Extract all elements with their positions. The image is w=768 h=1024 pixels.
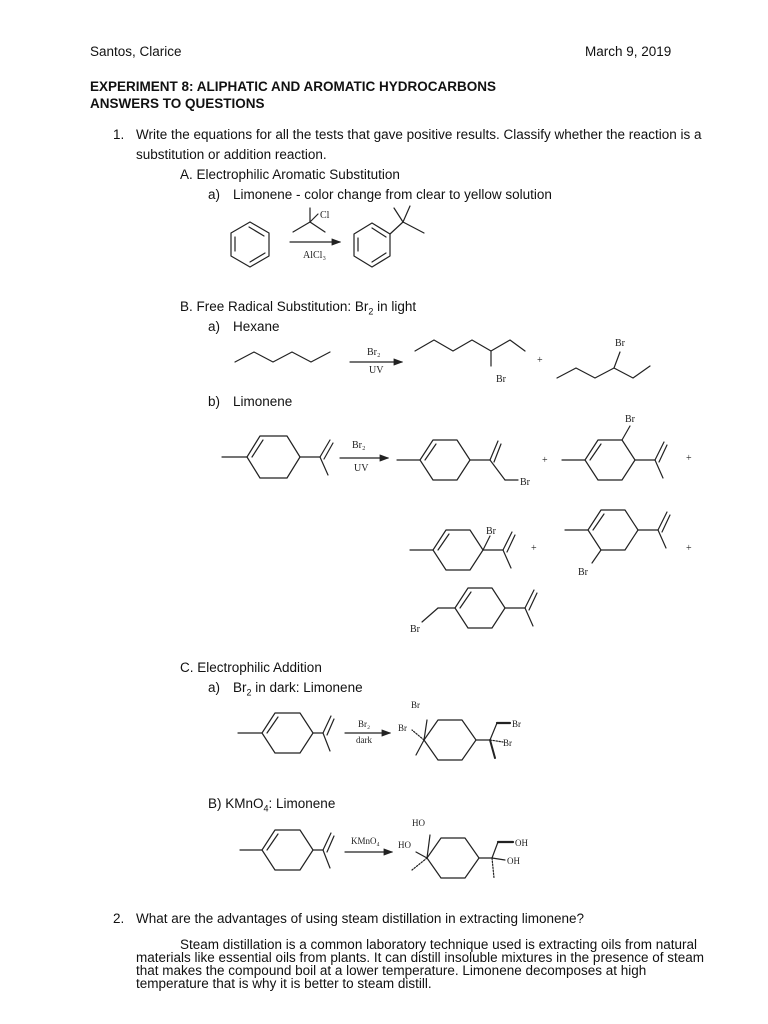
q1-text-line2: substitution or addition reaction. [136, 147, 327, 162]
svg-text:Br: Br [486, 526, 496, 537]
svg-text:Br: Br [512, 719, 521, 729]
reagent-alcl3-label: AlCl₃ [303, 250, 326, 261]
section-c-heading: C. Electrophilic Addition [180, 660, 322, 675]
q2-question: What are the advantages of using steam distillation in extracting limonene? [136, 911, 585, 926]
q1-text-line1: Write the equations for all the tests that gave positive results. Classify whether the reaction is a [136, 127, 702, 142]
document-subtitle: ANSWERS TO QUESTIONS [90, 96, 265, 111]
product-benzene-ring [354, 223, 390, 267]
svg-text:Br: Br [520, 477, 530, 488]
section-b-item-b-text: Limonene [233, 394, 293, 409]
reagent-uv-label: UV [369, 365, 384, 376]
svg-text:HO: HO [398, 840, 411, 850]
scheme-hexane [235, 338, 650, 385]
svg-text:dark: dark [356, 735, 372, 745]
q2-answer-line1: Steam distillation is a common laboratory technique used is extracting oils from natural [180, 937, 697, 952]
section-b-item-a-text: Hexane [233, 319, 280, 334]
reagent-cl-label: Cl [320, 210, 330, 221]
svg-text:+: + [686, 453, 692, 464]
scheme-br2-addition [238, 700, 521, 760]
q2-answer-line4: temperature that is why it is better to steam distill. [136, 976, 432, 991]
section-c-item-a-marker: a) [208, 680, 221, 695]
svg-text:Br: Br [411, 700, 420, 710]
bromohexane-chain [415, 340, 525, 351]
svg-text:Br: Br [398, 723, 407, 733]
svg-text:KMnO₄: KMnO₄ [351, 836, 380, 846]
q2-answer-line2: materials like essential oils from plants. It can distill insoluble mixtures in the presence of steam [136, 950, 704, 965]
svg-text:Br: Br [503, 738, 512, 748]
scheme-limonene-radical [222, 414, 692, 635]
document-date: March 9, 2019 [585, 44, 672, 59]
plus-sign: + [537, 355, 543, 366]
svg-text:HO: HO [412, 818, 425, 828]
benzene-ring [231, 222, 269, 267]
svg-text:+: + [531, 543, 537, 554]
svg-text:Br₂: Br₂ [352, 440, 366, 451]
section-a-item-marker: a) [208, 187, 221, 202]
br-label: Br [615, 338, 625, 349]
section-b-item-b-marker: b) [208, 394, 221, 409]
section-c-item-b-text: B) KMnO$_4$: Limonene [208, 796, 336, 814]
svg-text:UV: UV [354, 463, 369, 474]
svg-text:Br₂: Br₂ [358, 719, 371, 729]
svg-text:+: + [542, 455, 548, 466]
q1-number: 1. [113, 127, 125, 142]
author-name: Santos, Clarice [90, 44, 182, 59]
q2-answer-line3: that makes the compound boil at a lower temperature. Limonene decomposes at high [136, 963, 647, 978]
q2-number: 2. [113, 911, 125, 926]
svg-text:OH: OH [507, 856, 520, 866]
section-b-heading: B. Free Radical Substitution: $Br_2$ in light [180, 299, 417, 317]
reagent-br2-label: Br₂ [367, 347, 381, 358]
section-a-item-text: Limonene - color change from clear to yellow solution [233, 187, 552, 202]
section-a-heading: A. Electrophilic Aromatic Substitution [180, 167, 400, 182]
br-label: Br [496, 374, 506, 385]
svg-text:OH: OH [515, 838, 528, 848]
scheme-eas [231, 206, 424, 267]
document-title: EXPERIMENT 8: ALIPHATIC AND AROMATIC HYDROCARBONS [90, 79, 497, 94]
section-b-item-a-marker: a) [208, 319, 221, 334]
svg-text:Br: Br [410, 624, 420, 635]
hexane-chain [235, 352, 330, 362]
svg-text:Br: Br [578, 567, 588, 578]
svg-text:+: + [686, 543, 692, 554]
svg-text:Br: Br [625, 414, 635, 425]
bromohexane-chain-2 [557, 366, 650, 378]
section-c-item-a-text: $Br_2$ in dark: Limonene [233, 680, 363, 698]
scheme-kmno4 [240, 818, 528, 878]
